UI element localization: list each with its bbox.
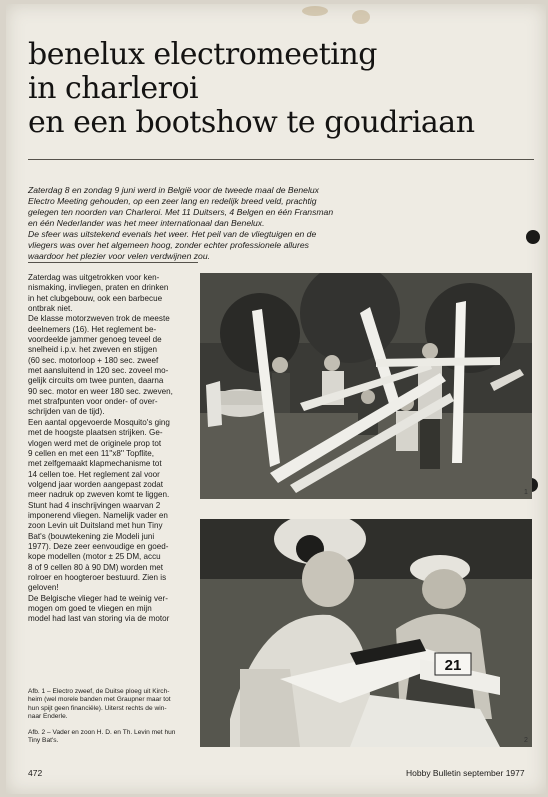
body-line: schrijden van de tijd).: [28, 407, 105, 417]
intro-rule: [28, 262, 198, 263]
caption-line: hun spijt geen financiële). Uiterst rechts de win-: [28, 704, 167, 712]
title-rule: [28, 159, 534, 160]
intro-line: gelegen ten noorden van Charleroi. Met 11 Duitsers, 4 Belgen en één Fransman: [28, 207, 334, 217]
body-line: rolroer en hoogteroer bestuurd. Zien is: [28, 572, 167, 582]
photo-tiny-bats: [200, 519, 532, 747]
body-line: kope modellen (motor ± 25 DM, accu: [28, 552, 161, 562]
body-line: gelijk circuits om twee punten, daarna: [28, 376, 164, 386]
photo-number: 2: [524, 737, 528, 744]
body-line: 90 sec. motor en weer 180 sec. zweven,: [28, 386, 173, 396]
title-line: in charleroi: [28, 71, 199, 106]
photo-number: 1: [524, 489, 528, 496]
caption-photo-1: [28, 688, 200, 721]
paper-stain: [302, 6, 328, 16]
caption-line: Afb. 2 – Vader en zoon H. D. en Th. Levin met hun: [28, 729, 176, 736]
paper-stain: [352, 10, 370, 24]
body-line: model had last van storing via de motor: [28, 614, 170, 624]
body-line: met zelfgemaakt klapmechanisme tot: [28, 459, 162, 469]
photo-electro-gliders: [200, 273, 532, 499]
body-line: Stunt had 4 inschrijvingen waarvan 2: [28, 500, 161, 510]
body-line: ontbrak niet.: [28, 304, 73, 314]
body-line: De Belgische vlieger had te weinig ver-: [28, 593, 168, 603]
page-number: 472: [28, 768, 43, 778]
intro-line: Electro Meeting gehouden, op een zeer lang en redelijk breed veld, prachtig: [28, 196, 317, 206]
magazine-page: [6, 4, 546, 794]
body-line: Zaterdag was uitgetrokken voor ken-: [28, 273, 160, 282]
caption-photo-2: [28, 729, 200, 746]
body-line: vlogen werd met de originele prop tot: [28, 438, 162, 448]
body-line: deelnemers (16). Het reglement be-: [28, 324, 157, 334]
caption-line: naar Enderle.: [28, 712, 68, 720]
body-line: Een aantal opgevoerde Mosquito's ging: [28, 417, 170, 427]
publication-name: Hobby Bulletin september 1977: [406, 768, 525, 778]
intro-paragraph: [28, 185, 358, 262]
body-line: zoon Levin uit Duitsland met hun Tiny: [28, 521, 163, 531]
title-line: en een bootshow te goudriaan: [28, 105, 475, 140]
body-line: met strafpunten voor onder- of over-: [28, 397, 158, 407]
body-line: nismaking, invliegen, praten en drinken: [28, 283, 169, 293]
body-line: 8 of 9 cellen 80 à 90 DM) worden met: [28, 562, 163, 572]
body-line: 9 cellen en met een 11''x8'' Topflite,: [28, 448, 155, 458]
caption-line: heim (wel morele banden met Graupner maar tot: [28, 696, 171, 704]
title-line: benelux electromeeting: [28, 37, 377, 72]
body-line: De klasse motorzweven trok de meeste: [28, 314, 170, 324]
body-line: meer nadruk op zweven komt te liggen.: [28, 490, 170, 500]
body-line: imponerend vliegen. Namelijk vader en: [28, 510, 168, 520]
body-line: 1977). Deze zeer eenvoudige en goed-: [28, 541, 169, 551]
body-line: met aansluitend in 120 sec. zoveel mo-: [28, 366, 169, 376]
race-number: 21: [444, 657, 462, 674]
binder-hole: [526, 230, 540, 244]
body-line: voordeelde jammer genoeg teveel de: [28, 335, 162, 345]
body-line: volgend jaar worden aangepast zodat: [28, 479, 163, 489]
body-line: (60 sec. motorloop + 180 sec. zweef: [28, 355, 159, 365]
intro-line: De sfeer was uitstekend evenals het weer. Het peil van de vliegtuigen en de: [28, 229, 317, 239]
body-line: in het clubgebouw, ook een barbecue: [28, 293, 163, 303]
caption-line: Afb. 1 – Electro zweef, de Duitse ploeg uit Kirch-: [28, 688, 170, 695]
body-line: met de hoogste plaatsen strijken. Ge-: [28, 428, 163, 438]
intro-line: waardoor het plezier voor velen verdwijnen zou.: [28, 251, 211, 261]
caption-line: Tiny Bat's.: [28, 737, 59, 745]
body-line: geloven!: [28, 583, 59, 593]
intro-line: Zaterdag 8 en zondag 9 juni werd in België voor de tweede maal de Benelux: [28, 185, 319, 195]
intro-line: en één Nederlander was het meer internationaal dan Benelux.: [28, 218, 265, 228]
body-line: Bat's (bouwtekening zie Modeli juni: [28, 531, 155, 541]
intro-line: vliegers was over het algemeen hoog, zonder echter professionele allures: [28, 240, 309, 250]
body-line: mogen om goed te vliegen en mijn: [28, 604, 152, 613]
body-line: 14 cellen toe. Het reglement zal voor: [28, 469, 160, 479]
article-title: [28, 38, 538, 140]
body-text: [28, 273, 204, 625]
body-line: snelheid i.p.v. het zweven en stijgen: [28, 345, 157, 355]
